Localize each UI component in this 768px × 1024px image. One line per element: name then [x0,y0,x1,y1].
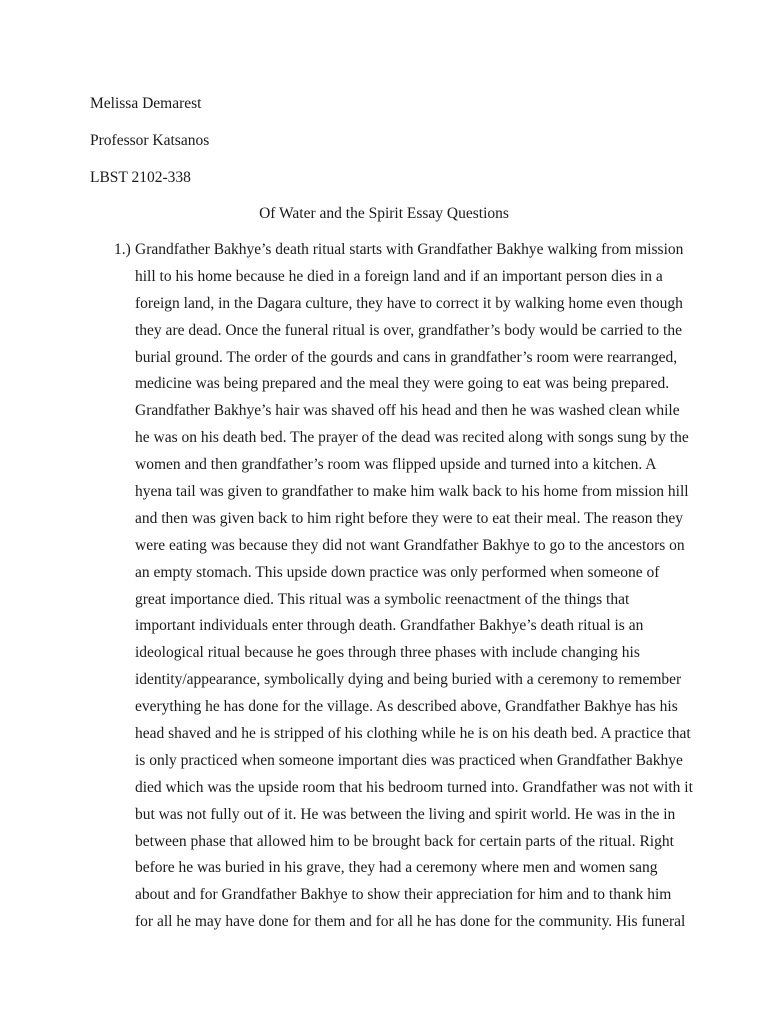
answer-line: Grandfather Bakhye’s hair was shaved off his head and then he was washed clean while [135,402,680,420]
answer-line: head shaved and he is stripped of his clothing while he is on his death bed. A practice that [135,725,691,743]
answer-line: is only practiced when someone important dies was practiced when Grandfather Bakhye [135,751,683,769]
answer-line: ideological ritual because he goes through three phases with include changing his [135,644,640,662]
answer-line: great importance died. This ritual was a symbolic reenactment of the things that [135,590,630,608]
answer-line: and then was given back to him right before they were to eat their meal. The reason they [135,509,684,527]
answer-line: identity/appearance, symbolically dying and being buried with a ceremony to remember [135,671,682,689]
answer-line: about and for Grandfather Bakhye to show their appreciation for him and to thank him [135,886,672,904]
answer-line: they are dead. Once the funeral ritual is over, grandfather’s body would be carried to the [135,321,682,339]
answer-line: medicine was being prepared and the meal they were going to eat was being prepared. [135,375,670,393]
answer-line: hill to his home because he died in a foreign land and if an important person dies in a [135,267,663,285]
essay-title: Of Water and the Spirit Essay Questions [259,205,509,222]
answer-line: women and then grandfather’s room was flipped upside and turned into a kitchen. A [135,456,657,474]
answer-line: Grandfather Bakhye’s death ritual starts with Grandfather Bakhye walking from mission [135,241,684,258]
answer-line: died which was the upside room that his bedroom turned into. Grandfather was not with it [135,778,693,796]
answer-line: important individuals enter through death. Grandfather Bakhye’s death ritual is an [135,617,644,635]
answer-line: for all he may have done for them and for all he has done for the community. His funeral [135,913,686,931]
answer-line: an empty stomach. This upside down practice was only performed when someone of [135,563,660,581]
answer-line: he was on his death bed. The prayer of the dead was recited along with songs sung by the [135,429,689,447]
course-code: LBST 2102-338 [90,169,191,186]
answer-line: but was not fully out of it. He was between the living and spirit world. He was in the in [135,805,676,823]
answer-line: burial ground. The order of the gourds and cans in grandfather’s room were rearranged, [135,348,678,366]
answer-line: hyena tail was given to grandfather to make him walk back to his home from mission hill [135,483,689,501]
answer-line: foreign land, in the Dagara culture, they have to correct it by walking home even though [135,294,683,312]
question-number: 1.) [114,241,131,258]
answer-line: everything he has done for the village. As described above, Grandfather Bakhye has his [135,698,678,716]
question-answer [135,240,695,939]
answer-line: before he was buried in his grave, they had a ceremony where men and women sang [135,859,658,877]
author-name: Melissa Demarest [90,95,202,112]
answer-line: between phase that allowed him to be brought back for certain parts of the ritual. Right [135,832,674,850]
answer-line: were eating was because they did not want Grandfather Bakhye to go to the ancestors on [135,536,685,554]
professor-name: Professor Katsanos [90,132,210,149]
